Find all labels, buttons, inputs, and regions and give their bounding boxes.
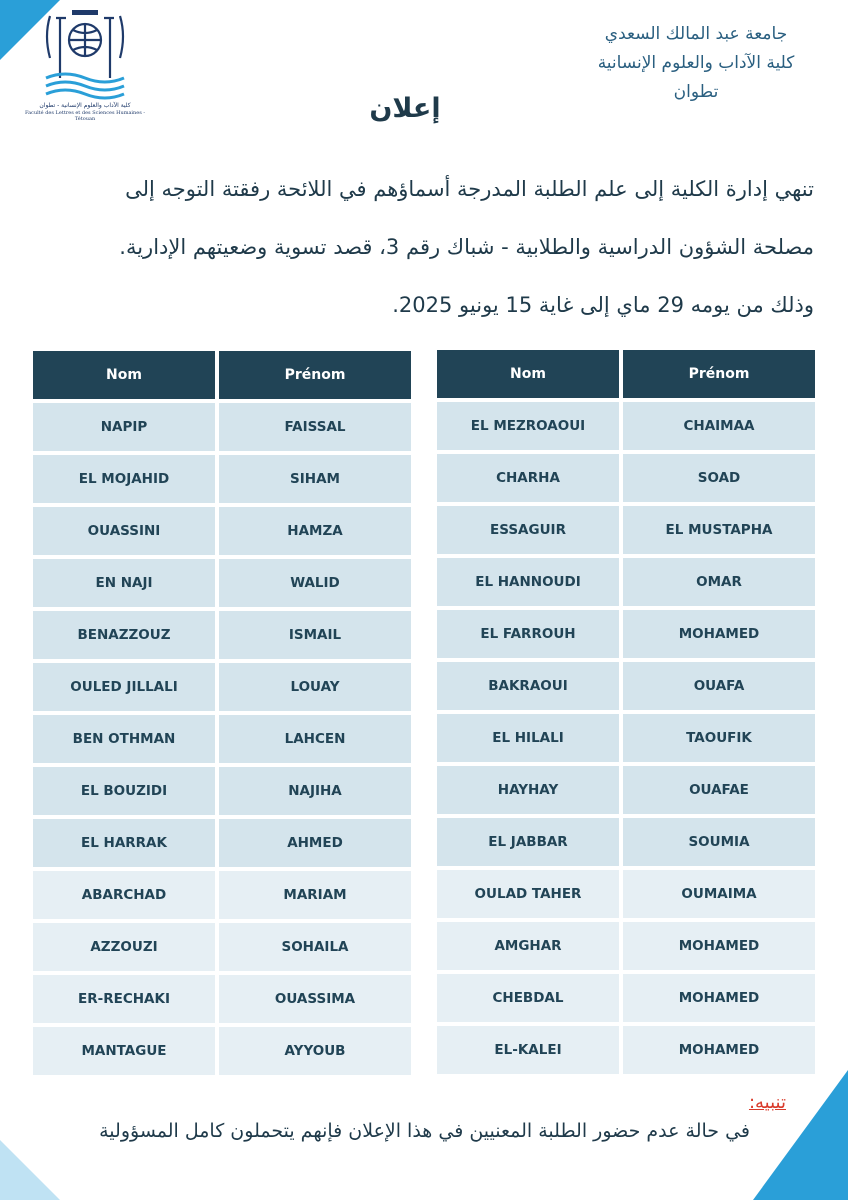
cell-prenom: AHMED <box>219 819 411 867</box>
cell-prenom: MOHAMED <box>623 610 815 658</box>
corner-decoration-bottom-right <box>753 1070 848 1200</box>
page-title: إعلان <box>369 93 441 124</box>
table-row <box>33 1027 411 1075</box>
column-header-nom: Nom <box>33 351 215 399</box>
table-row <box>33 403 411 451</box>
table-row <box>33 715 411 763</box>
cell-nom: AMGHAR <box>437 922 619 970</box>
table-row <box>33 455 411 503</box>
table-row <box>437 818 815 866</box>
students-table-right <box>433 346 819 1078</box>
university-name: جامعة عبد المالك السعدي <box>604 24 788 44</box>
table-row <box>33 611 411 659</box>
logo-caption-arabic: كلية الآداب والعلوم الإنسانية - تطوان <box>39 102 131 109</box>
cell-nom: EL MOJAHID <box>33 455 215 503</box>
faculty-name: كلية الآداب والعلوم الإنسانية <box>597 53 795 73</box>
announcement-line: وذلك من يومه 29 ماي إلى غاية 15 يونيو 2025. <box>392 293 814 317</box>
cell-prenom: EL MUSTAPHA <box>623 506 815 554</box>
table-row <box>437 1026 815 1074</box>
table-header-row <box>33 351 411 399</box>
table-row <box>437 558 815 606</box>
table-row <box>33 559 411 607</box>
cell-prenom: CHAIMAA <box>623 402 815 450</box>
city-name: تطوان <box>673 82 719 102</box>
logo-caption-french: Faculté des Lettres et des Sciences Humaines - Tétouan <box>24 110 146 122</box>
announcement-line: مصلحة الشؤون الدراسية والطلابية - شباك رقم 3، قصد تسوية وضعيتهم الإدارية. <box>119 235 814 259</box>
notice-text: في حالة عدم حضور الطلبة المعنيين في هذا الإعلان فإنهم يتحملون كامل المسؤولية <box>99 1120 750 1142</box>
university-logo <box>20 6 150 122</box>
cell-nom: EL MEZROAOUI <box>437 402 619 450</box>
cell-prenom: OUMAIMA <box>623 870 815 918</box>
cell-prenom: AYYOUB <box>219 1027 411 1075</box>
table-header-row <box>437 350 815 398</box>
cell-prenom: SOUMIA <box>623 818 815 866</box>
table-row <box>437 506 815 554</box>
cell-nom: OULAD TAHER <box>437 870 619 918</box>
table-row <box>437 454 815 502</box>
table-row <box>33 767 411 815</box>
table-row <box>437 662 815 710</box>
cell-nom: EL HARRAK <box>33 819 215 867</box>
cell-nom: AZZOUZI <box>33 923 215 971</box>
cell-prenom: NAJIHA <box>219 767 411 815</box>
table-row <box>437 922 815 970</box>
cell-nom: OUASSINI <box>33 507 215 555</box>
cell-nom: BENAZZOUZ <box>33 611 215 659</box>
cell-prenom: WALID <box>219 559 411 607</box>
notice-label: تنبيه: <box>748 1092 786 1113</box>
cell-nom: EL HANNOUDI <box>437 558 619 606</box>
cell-prenom: MARIAM <box>219 871 411 919</box>
cell-prenom: SOAD <box>623 454 815 502</box>
cell-prenom: LOUAY <box>219 663 411 711</box>
cell-nom: MANTAGUE <box>33 1027 215 1075</box>
cell-nom: CHEBDAL <box>437 974 619 1022</box>
cell-prenom: HAMZA <box>219 507 411 555</box>
table-row <box>33 975 411 1023</box>
institution-header <box>566 20 826 107</box>
table-row <box>33 819 411 867</box>
students-table-left <box>29 347 415 1079</box>
cell-prenom: SOHAILA <box>219 923 411 971</box>
table-row <box>33 507 411 555</box>
cell-nom: ABARCHAD <box>33 871 215 919</box>
cell-prenom: ISMAIL <box>219 611 411 659</box>
cell-nom: ER-RECHAKI <box>33 975 215 1023</box>
table-row <box>437 870 815 918</box>
cell-nom: EL HILALI <box>437 714 619 762</box>
cell-nom: EL JABBAR <box>437 818 619 866</box>
column-header-nom: Nom <box>437 350 619 398</box>
cell-nom: BEN OTHMAN <box>33 715 215 763</box>
table-row <box>437 714 815 762</box>
cell-prenom: OUASSIMA <box>219 975 411 1023</box>
column-header-prenom: Prénom <box>219 351 411 399</box>
table-row <box>33 923 411 971</box>
table-row <box>437 766 815 814</box>
cell-nom: BAKRAOUI <box>437 662 619 710</box>
cell-prenom: MOHAMED <box>623 1026 815 1074</box>
cell-prenom: LAHCEN <box>219 715 411 763</box>
cell-nom: OULED JILLALI <box>33 663 215 711</box>
university-emblem-icon <box>20 6 150 102</box>
cell-nom: ESSAGUIR <box>437 506 619 554</box>
corner-decoration-bottom-left <box>0 1140 60 1200</box>
table-row <box>437 402 815 450</box>
cell-prenom: OUAFAE <box>623 766 815 814</box>
cell-prenom: MOHAMED <box>623 974 815 1022</box>
table-row <box>437 974 815 1022</box>
cell-nom: NAPIP <box>33 403 215 451</box>
cell-prenom: OMAR <box>623 558 815 606</box>
cell-prenom: TAOUFIK <box>623 714 815 762</box>
cell-nom: EL-KALEI <box>437 1026 619 1074</box>
cell-prenom: MOHAMED <box>623 922 815 970</box>
cell-nom: CHARHA <box>437 454 619 502</box>
table-row <box>437 610 815 658</box>
announcement-body <box>36 160 814 334</box>
cell-nom: EL FARROUH <box>437 610 619 658</box>
table-row <box>33 871 411 919</box>
cell-prenom: OUAFA <box>623 662 815 710</box>
announcement-line: تنهي إدارة الكلية إلى علم الطلبة المدرجة أسماؤهم في اللائحة رفقتة التوجه إلى <box>125 177 814 201</box>
cell-nom: EN NAJI <box>33 559 215 607</box>
cell-nom: EL BOUZIDI <box>33 767 215 815</box>
cell-prenom: SIHAM <box>219 455 411 503</box>
cell-nom: HAYHAY <box>437 766 619 814</box>
cell-prenom: FAISSAL <box>219 403 411 451</box>
column-header-prenom: Prénom <box>623 350 815 398</box>
table-row <box>33 663 411 711</box>
